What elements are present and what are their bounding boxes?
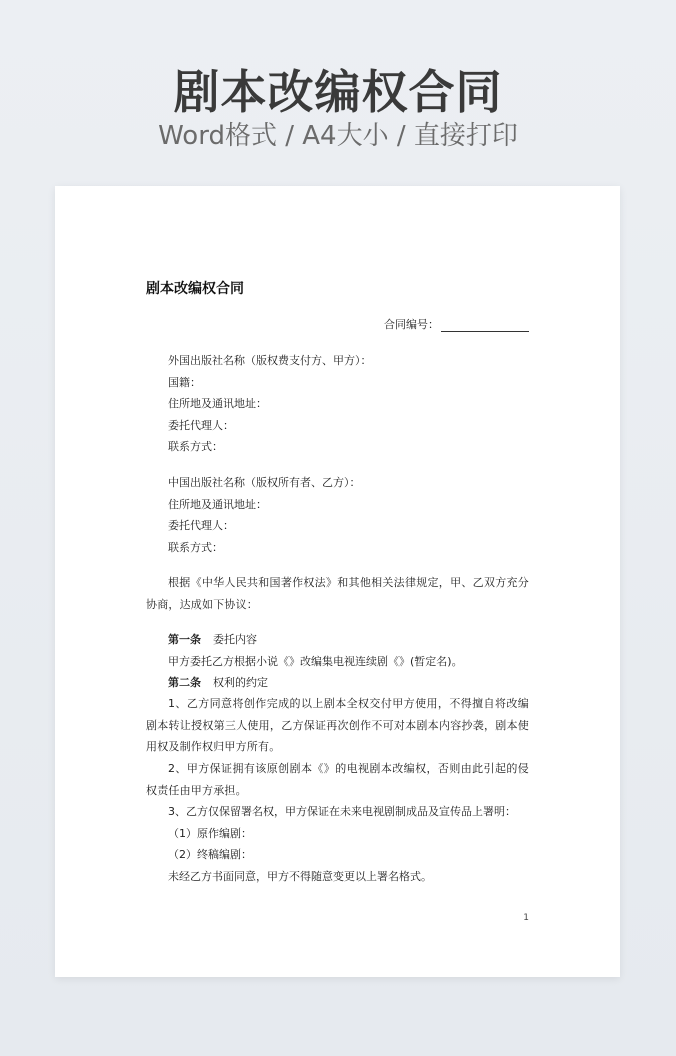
article-1-title: 委托内容	[213, 633, 257, 646]
article-2-title: 权利的约定	[213, 676, 268, 689]
party-b-address: 住所地及通讯地址：	[168, 497, 267, 511]
contract-number-label: 合同编号：	[384, 318, 439, 331]
article-2-clause-1: 1、乙方同意将创作完成的以上剧本全权交付甲方使用，不得擅自将改编剧本转让授权第三人使用，乙方保证再次创作不可对本剧本内容抄袭，剧本使用权及制作权归甲方所有。	[146, 697, 529, 753]
credit-original-writer: （1）原作编剧：	[168, 826, 252, 840]
page-number: 1	[523, 913, 529, 923]
party-a-nationality: 国籍：	[168, 375, 201, 389]
article-2-heading	[146, 676, 268, 690]
party-b-contact: 联系方式：	[168, 540, 223, 554]
document-page	[55, 186, 620, 977]
preamble: 根据《中华人民共和国著作权法》和其他相关法律规定，甲、乙双方充分协商，达成如下协议：	[146, 576, 529, 611]
party-b-name: 中国出版社名称（版权所有者、乙方）：	[168, 476, 361, 489]
article-2-clause-3: 3、乙方仅保留署名权，甲方保证在未来电视剧制成品及宣传品上署明：	[168, 805, 516, 818]
party-b-agent: 委托代理人：	[168, 519, 234, 532]
contract-number-blank	[441, 320, 529, 332]
contract-number	[384, 316, 529, 332]
credit-closing: 未经乙方书面同意，甲方不得随意变更以上署名格式。	[168, 869, 432, 883]
credit-final-writer: （2）终稿编剧：	[168, 848, 252, 861]
article-2-clause-2: 2、甲方保证拥有该原创剧本《》的电视剧本改编权，否则由此引起的侵权责任由甲方承担。	[146, 762, 529, 797]
party-a-name: 外国出版社名称（版权费支付方、甲方）：	[168, 354, 372, 367]
banner-subtitle: Word格式 / A4大小 / 直接打印	[158, 121, 518, 151]
party-a-address: 住所地及通讯地址：	[168, 397, 267, 410]
article-1-text: 甲方委托乙方根据小说《》改编集电视连续剧《》(暂定名)。	[168, 654, 463, 668]
article-1-number: 第一条	[168, 633, 201, 646]
banner-title: 剧本改编权合同	[173, 65, 503, 119]
article-1-heading	[146, 633, 257, 647]
party-a-agent: 委托代理人：	[168, 418, 234, 432]
party-a-contact: 联系方式：	[168, 440, 223, 453]
document-title: 剧本改编权合同	[146, 281, 244, 297]
article-2-number: 第二条	[168, 676, 201, 689]
